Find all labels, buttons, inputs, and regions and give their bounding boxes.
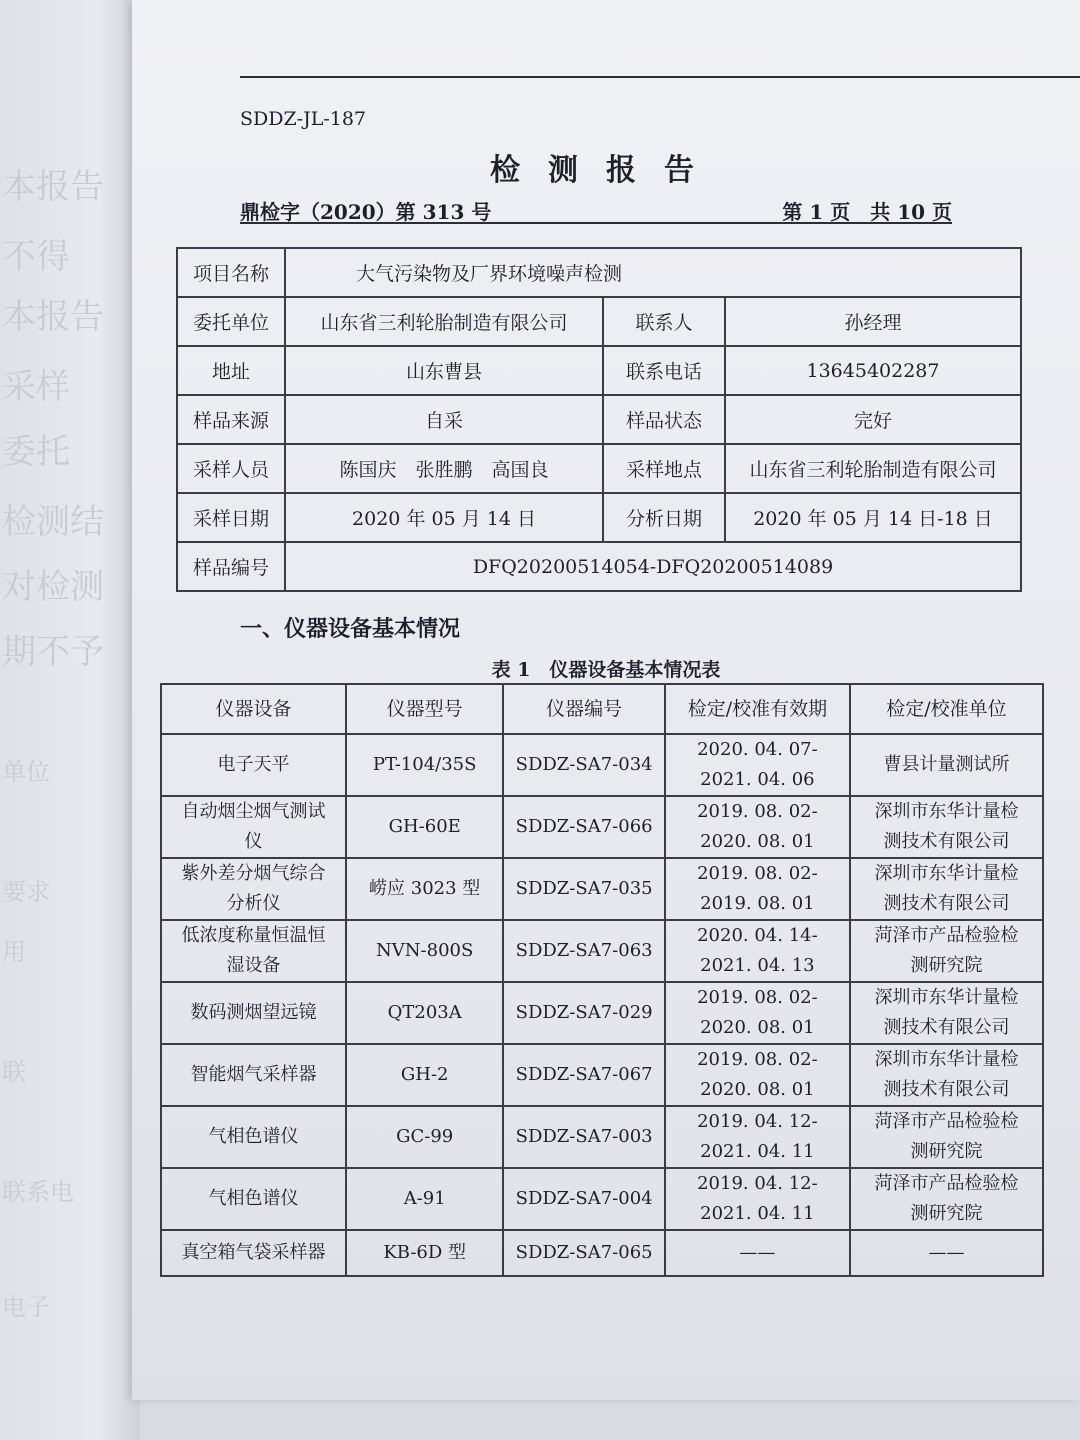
calibration-unit-cell: 菏泽市产品检验检 测研究院 [850, 1106, 1043, 1168]
table-caption: 表 1 仪器设备基本情况表 [491, 659, 721, 681]
contact-label: 联系人 [603, 297, 725, 346]
model-cell: A-91 [346, 1168, 504, 1230]
validity-cell: 2019. 04. 12- 2021. 04. 11 [665, 1106, 850, 1168]
equipment-name-cell: 紫外差分烟气综合 分析仪 [161, 858, 346, 920]
table-row [177, 493, 1021, 542]
column-header: 仪器编号 [503, 684, 664, 734]
validity-cell: 2019. 08. 02- 2020. 08. 01 [665, 982, 850, 1044]
calibration-unit-cell: 曹县计量测试所 [850, 734, 1043, 796]
ghost-text: 联系电 [2, 1178, 74, 1206]
table-row [161, 1230, 1043, 1276]
calibration-unit-cell: 深圳市东华计量检 测技术有限公司 [850, 982, 1043, 1044]
equipment-table [160, 683, 1044, 1277]
equipment-name-cell: 电子天平 [161, 734, 346, 796]
validity-cell: 2020. 04. 14- 2021. 04. 13 [665, 920, 850, 982]
column-header: 仪器设备 [161, 684, 346, 734]
sampler-value: 陈国庆 张胜鹏 高国良 [285, 444, 603, 493]
equipment-id-cell: SDDZ-SA7-034 [503, 734, 664, 796]
model-cell: KB-6D 型 [346, 1230, 504, 1276]
sample-date-value: 2020 年 05 月 14 日 [285, 493, 603, 542]
source-value: 自采 [285, 395, 603, 444]
previous-page-edge [0, 0, 140, 1440]
validity-cell: 2020. 04. 07- 2021. 04. 06 [665, 734, 850, 796]
address-value: 山东曹县 [285, 346, 603, 395]
status-label: 样品状态 [603, 395, 725, 444]
ghost-text: 本报告 [2, 167, 104, 207]
table-row [177, 444, 1021, 493]
column-header: 检定/校准单位 [850, 684, 1043, 734]
model-cell: GH-60E [346, 796, 504, 858]
report-page [132, 0, 1080, 1400]
table-row [177, 542, 1021, 591]
analysis-date-label: 分析日期 [603, 493, 725, 542]
table-row [161, 858, 1043, 920]
ghost-text: 不得 [2, 237, 70, 277]
phone-value: 13645402287 [725, 346, 1021, 395]
equipment-id-cell: SDDZ-SA7-004 [503, 1168, 664, 1230]
location-label: 采样地点 [603, 444, 725, 493]
equipment-id-cell: SDDZ-SA7-066 [503, 796, 664, 858]
table-row [161, 1106, 1043, 1168]
form-code: SDDZ-JL-187 [240, 108, 367, 130]
section-title: 一、仪器设备基本情况 [240, 616, 461, 642]
table-row [161, 920, 1043, 982]
table-row [161, 796, 1043, 858]
ghost-text: 期不予 [2, 632, 104, 672]
status-value: 完好 [725, 395, 1021, 444]
equipment-id-cell: SDDZ-SA7-065 [503, 1230, 664, 1276]
calibration-unit-cell: 深圳市东华计量检 测技术有限公司 [850, 796, 1043, 858]
ghost-text: 采样 [2, 367, 70, 407]
ghost-text: 用 [2, 938, 26, 966]
table-row [161, 982, 1043, 1044]
project-label: 项目名称 [177, 248, 285, 297]
validity-cell: 2019. 08. 02- 2020. 08. 01 [665, 1044, 850, 1106]
equipment-name-cell: 气相色谱仪 [161, 1168, 346, 1230]
ghost-text: 单位 [2, 758, 50, 786]
equipment-name-cell: 智能烟气采样器 [161, 1044, 346, 1106]
calibration-unit-cell: 菏泽市产品检验检 测研究院 [850, 920, 1043, 982]
model-cell: NVN-800S [346, 920, 504, 982]
column-header: 仪器型号 [346, 684, 504, 734]
model-cell: 崂应 3023 型 [346, 858, 504, 920]
client-value: 山东省三利轮胎制造有限公司 [285, 297, 603, 346]
equipment-name-cell: 自动烟尘烟气测试 仪 [161, 796, 346, 858]
sample-no-value: DFQ20200514054-DFQ20200514089 [285, 542, 1021, 591]
sample-no-label: 样品编号 [177, 542, 285, 591]
equipment-name-cell: 低浓度称量恒温恒 湿设备 [161, 920, 346, 982]
ghost-text: 检测结 [2, 502, 104, 542]
report-info-table [176, 247, 1022, 592]
table-row [161, 734, 1043, 796]
calibration-unit-cell: 深圳市东华计量检 测技术有限公司 [850, 1044, 1043, 1106]
document-number: 鼎检字（2020）第 313 号 [240, 200, 492, 224]
validity-cell: 2019. 08. 02- 2020. 08. 01 [665, 796, 850, 858]
report-title: 检测报告 [490, 153, 722, 188]
equipment-id-cell: SDDZ-SA7-003 [503, 1106, 664, 1168]
calibration-unit-cell: 深圳市东华计量检 测技术有限公司 [850, 858, 1043, 920]
ghost-text: 联 [2, 1058, 26, 1086]
sample-date-label: 采样日期 [177, 493, 285, 542]
table-row [177, 248, 1021, 297]
location-value: 山东省三利轮胎制造有限公司 [725, 444, 1021, 493]
source-label: 样品来源 [177, 395, 285, 444]
address-label: 地址 [177, 346, 285, 395]
ghost-text: 对检测 [2, 567, 104, 607]
calibration-unit-cell: 菏泽市产品检验检 测研究院 [850, 1168, 1043, 1230]
model-cell: GH-2 [346, 1044, 504, 1106]
client-label: 委托单位 [177, 297, 285, 346]
equipment-name-cell: 气相色谱仪 [161, 1106, 346, 1168]
equipment-id-cell: SDDZ-SA7-063 [503, 920, 664, 982]
table-row [177, 395, 1021, 444]
ghost-text: 本报告 [2, 297, 104, 337]
equipment-id-cell: SDDZ-SA7-035 [503, 858, 664, 920]
model-cell: GC-99 [346, 1106, 504, 1168]
equipment-name-cell: 真空箱气袋采样器 [161, 1230, 346, 1276]
page-number: 第 1 页 共 10 页 [782, 200, 952, 224]
ghost-text: 电子 [2, 1293, 50, 1321]
equipment-name-cell: 数码测烟望远镜 [161, 982, 346, 1044]
validity-cell: 2019. 04. 12- 2021. 04. 11 [665, 1168, 850, 1230]
header-underline [240, 222, 952, 224]
validity-cell: —— [665, 1230, 850, 1276]
contact-value: 孙经理 [725, 297, 1021, 346]
sampler-label: 采样人员 [177, 444, 285, 493]
model-cell: PT-104/35S [346, 734, 504, 796]
column-header: 检定/校准有效期 [665, 684, 850, 734]
calibration-unit-cell: —— [850, 1230, 1043, 1276]
analysis-date-value: 2020 年 05 月 14 日-18 日 [725, 493, 1021, 542]
ghost-text: 要求 [2, 878, 50, 906]
equipment-id-cell: SDDZ-SA7-029 [503, 982, 664, 1044]
table-row [177, 346, 1021, 395]
table-row [161, 1168, 1043, 1230]
project-value: 大气污染物及厂界环境噪声检测 [285, 248, 1021, 297]
equipment-id-cell: SDDZ-SA7-067 [503, 1044, 664, 1106]
phone-label: 联系电话 [603, 346, 725, 395]
table-row [161, 1044, 1043, 1106]
ghost-text: 委托 [2, 432, 70, 472]
table-header-row [161, 684, 1043, 734]
top-rule [240, 76, 1080, 78]
validity-cell: 2019. 08. 02- 2019. 08. 01 [665, 858, 850, 920]
model-cell: QT203A [346, 982, 504, 1044]
table-row [177, 297, 1021, 346]
